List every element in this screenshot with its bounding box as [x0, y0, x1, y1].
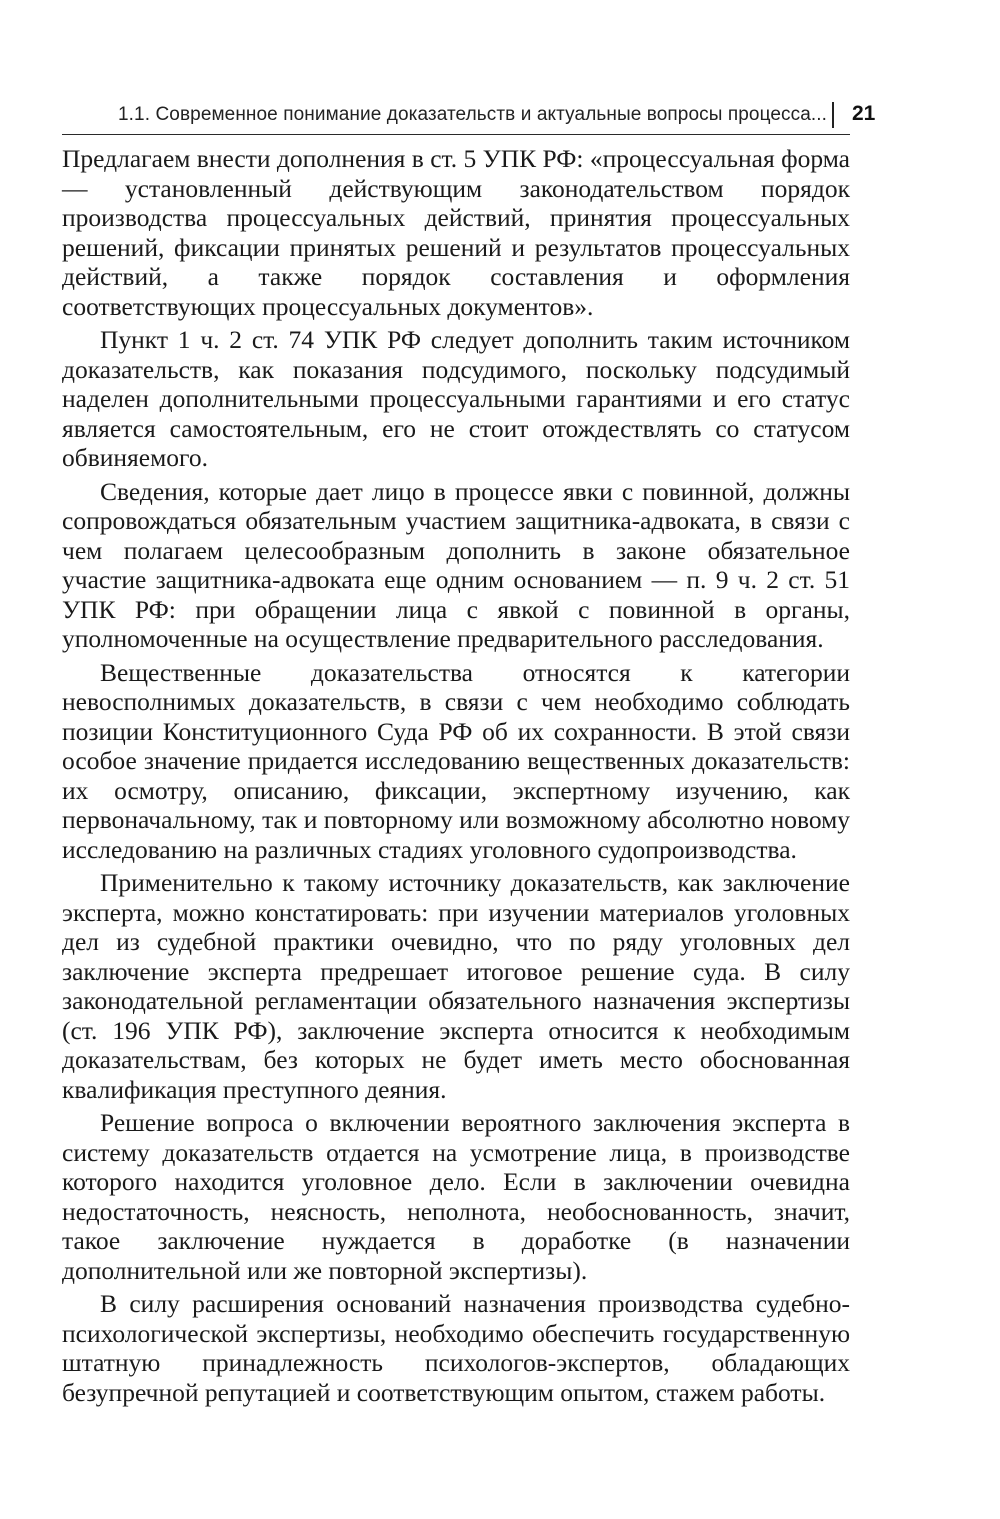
paragraph: Применительно к такому источнику доказательств, как заключение эксперта, можно констатировать: при изучении материалов уголовных дел из судебной практики очевидно, что по ряду уголовных дел заключение эксперта предрешает итоговое решение суда. В силу законодательной регламентации обязательного назначения экспертизы (ст. 196 УПК РФ), заключение эксперта относится к необходимым доказательствам, без которых не будет иметь место обоснованная квалификация преступного деяния.: [62, 868, 850, 1104]
paragraph: В силу расширения оснований назначения производства судебно-психологической экспертизы, необходимо обеспечить государственную штатную принадлежность психологов-экспертов, обладающих безупречной репутацией и соответствующим опытом, стажем работы.: [62, 1289, 850, 1407]
paragraph: Предлагаем внести дополнения в ст. 5 УПК РФ: «процессуальная форма — установленный действующим законодательством порядок производства процессуальных действий, принятия процессуальных решений, фиксации принятых решений и результатов процессуальных действий, а также порядок составления и оформления соответствующих процессуальных документов».: [62, 144, 850, 321]
paragraph: Сведения, которые дает лицо в процессе явки с повинной, должны сопровождаться обязательным участием защитника-адвоката, в связи с чем полагаем целесообразным дополнить в законе обязательное участие защитника-адвоката еще одним основанием — п. 9 ч. 2 ст. 51 УПК РФ: при обращении лица с явкой с повинной в органы, уполномоченные на осуществление предварительного расследования.: [62, 476, 850, 653]
page-number: 21: [852, 102, 876, 125]
paragraph: Пункт 1 ч. 2 ст. 74 УПК РФ следует дополнить таким источником доказательств, как показания подсудимого, поскольку подсудимый наделен дополнительными процессуальными гарантиями и его статус является самостоятельным, его не стоит отождествлять со статусом обвиняемого.: [62, 325, 850, 472]
running-head: [62, 100, 876, 135]
header-divider: [832, 102, 834, 128]
paragraph: Вещественные доказательства относятся к категории невосполнимых доказательств, в связи с чем необходимо соблюдать позиции Конституционного Суда РФ об их сохранности. В этой связи особое значение придается исследованию вещественных доказательств: их осмотру, описанию, фиксации, экспертному изучению, как первоначальному, так и повторному или возможному абсолютно новому исследованию на различных стадиях уголовного судопроизводства.: [62, 657, 850, 864]
paragraph: Решение вопроса о включении вероятного заключения эксперта в систему доказательств отдается на усмотрение лица, в производстве которого находится уголовное дело. Если в заключении очевидна недостаточность, неясность, неполнота, необоснованность, значит, такое заключение нуждается в доработке (в назначении дополнительной или же повторной экспертизы).: [62, 1108, 850, 1285]
body-text: [62, 144, 850, 1411]
running-title: 1.1. Современное понимание доказательств и актуальные вопросы процесса...: [118, 104, 828, 125]
